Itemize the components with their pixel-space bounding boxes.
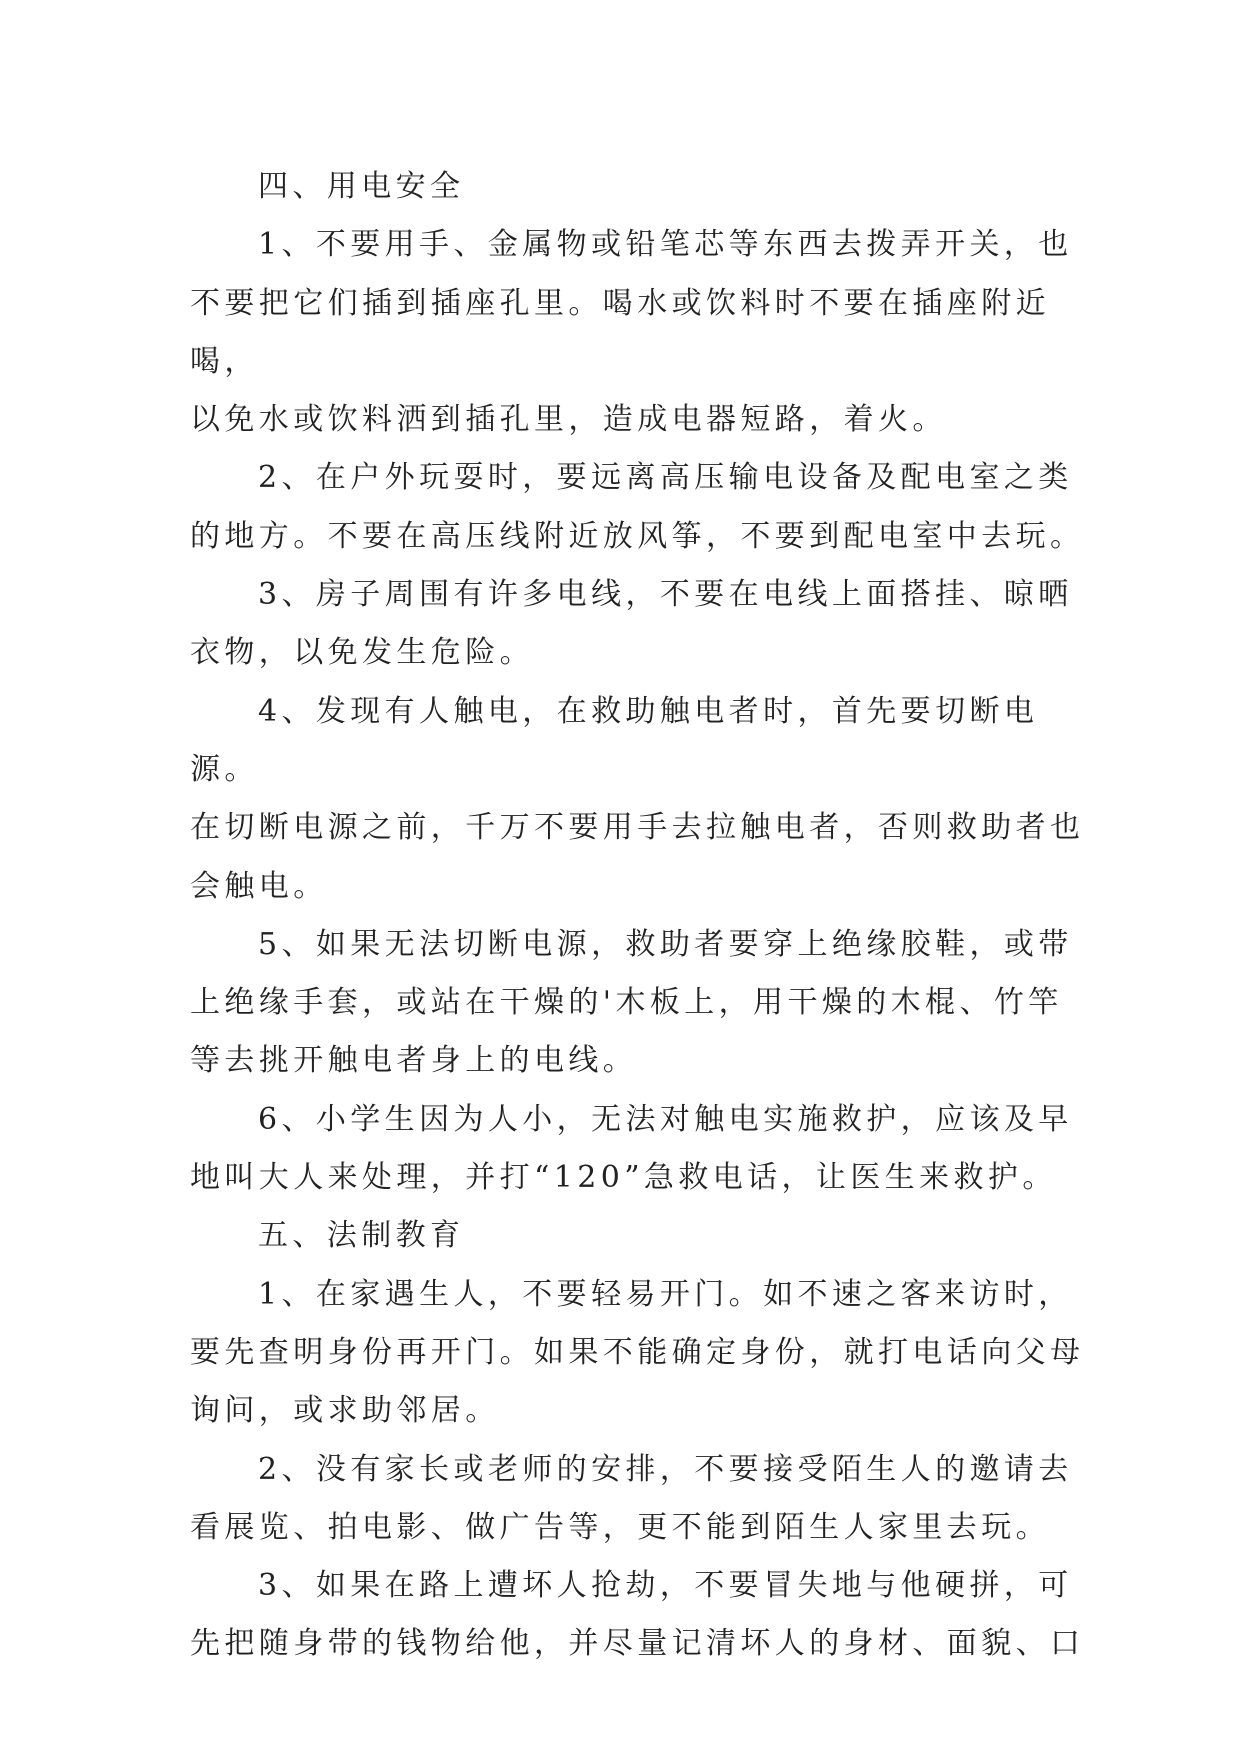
section-heading-legal-education: 五、法制教育 xyxy=(258,1218,465,1254)
paragraph-electric-2: 2、在户外玩耍时，要远离高压输电设备及配电室之类 的地方。不要在高压线附近放风筝，不要到配电室中去玩。 xyxy=(190,460,1085,554)
paragraph-electric-1: 1、不要用手、金属物或铅笔芯等东西去拨弄开关，也 不要把它们插到插座孔里。喝水或饮料时不要在插座附近喝， 以免水或饮料洒到插孔里，造成电器短路，着火。 xyxy=(190,227,1073,438)
document-body xyxy=(190,158,1090,1674)
paragraph-law-1: 1、在家遇生人，不要轻易开门。如不速之客来访时， 要先查明身份再开门。如果不能确定身份，就打电话向父母 询问，或求助邻居。 xyxy=(190,1276,1085,1429)
paragraph-law-3: 3、如果在路上遭坏人抢劫，不要冒失地与他硬拼，可 先把随身带的钱物给他，并尽量记清坏人的身材、面貌、口 xyxy=(190,1568,1085,1662)
paragraph-electric-6: 6、小学生因为人小，无法对触电实施救护，应该及早 地叫大人来处理，并打“120”急救电话，让医生来救护。 xyxy=(190,1101,1073,1196)
paragraph-electric-5: 5、如果无法切断电源，救助者要穿上绝缘胶鞋，或带 上绝缘手套，或站在干燥的'木板上，用干燥的木棍、竹竿 等去挑开触电者身上的电线。 xyxy=(190,926,1073,1079)
paragraph-electric-3: 3、房子周围有许多电线，不要在电线上面搭挂、晾晒 衣物，以免发生危险。 xyxy=(190,577,1073,671)
paragraph-electric-4: 4、发现有人触电，在救助触电者时，首先要切断电源。 在切断电源之前，千万不要用手去拉触电者，否则救助者也 会触电。 xyxy=(190,693,1085,904)
section-heading-electric-safety: 四、用电安全 xyxy=(258,169,465,204)
paragraph-law-2: 2、没有家长或老师的安排，不要接受陌生人的邀请去 看展览、拍电影、做广告等，更不能到陌生人家里去玩。 xyxy=(190,1451,1073,1545)
